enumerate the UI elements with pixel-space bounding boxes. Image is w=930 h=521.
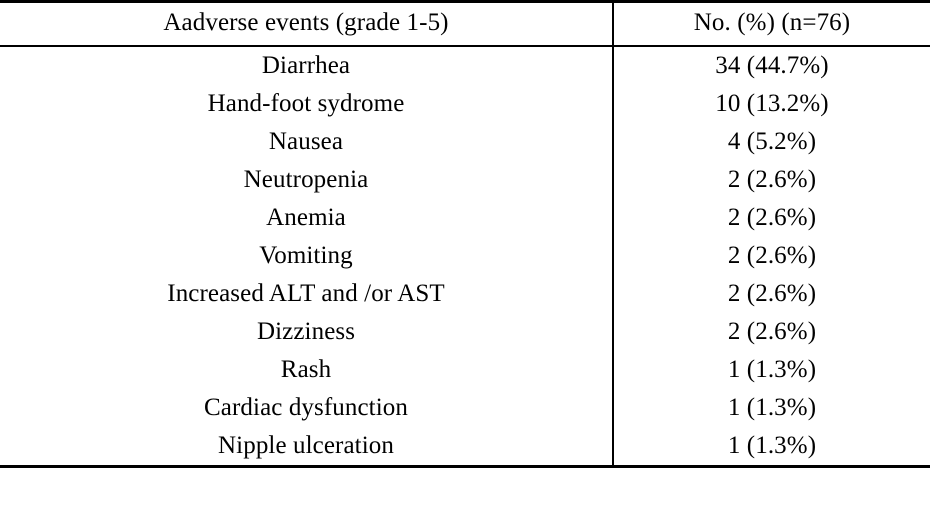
table-header-row <box>0 2 930 47</box>
cell-number-percent: 4 (5.2%) <box>727 128 817 155</box>
table-row <box>0 161 930 199</box>
table-row <box>0 46 930 85</box>
cell-adverse-event: Nausea <box>0 123 613 161</box>
table-row <box>0 237 930 275</box>
cell-adverse-event: Nipple ulceration <box>0 427 613 467</box>
table-row <box>0 427 930 467</box>
cell-adverse-event: Anemia <box>0 199 613 237</box>
table-row <box>0 351 930 389</box>
cell-adverse-event: Cardiac dysfunction <box>0 389 613 427</box>
cell-number-percent: 2 (2.6%) <box>727 204 817 231</box>
table-row <box>0 123 930 161</box>
table-row <box>0 199 930 237</box>
table-row <box>0 275 930 313</box>
cell-adverse-event: Diarrhea <box>0 46 613 85</box>
cell-number-percent: 2 (2.6%) <box>727 242 817 269</box>
cell-number-percent: 1 (1.3%) <box>727 394 817 421</box>
cell-number-percent: 2 (2.6%) <box>727 280 817 307</box>
column-header-adverse-events: Aadverse events (grade 1-5) <box>0 2 613 47</box>
column-header-number-percent: No. (%) (n=76) <box>693 9 851 36</box>
cell-number-percent: 1 (1.3%) <box>727 356 817 383</box>
cell-adverse-event: Rash <box>0 351 613 389</box>
cell-adverse-event: Neutropenia <box>0 161 613 199</box>
table-header <box>0 2 930 47</box>
cell-number-percent: 10 (13.2%) <box>715 90 829 117</box>
cell-number-percent: 1 (1.3%) <box>727 432 817 459</box>
cell-adverse-event: Increased ALT and /or AST <box>0 275 613 313</box>
cell-number-percent: 34 (44.7%) <box>715 52 829 79</box>
cell-adverse-event: Vomiting <box>0 237 613 275</box>
cell-number-percent: 2 (2.6%) <box>727 318 817 345</box>
table-row <box>0 389 930 427</box>
cell-number-percent: 2 (2.6%) <box>727 166 817 193</box>
table-row <box>0 85 930 123</box>
cell-adverse-event: Hand-foot sydrome <box>0 85 613 123</box>
cell-adverse-event: Dizziness <box>0 313 613 351</box>
table-body <box>0 46 930 467</box>
table-row <box>0 313 930 351</box>
